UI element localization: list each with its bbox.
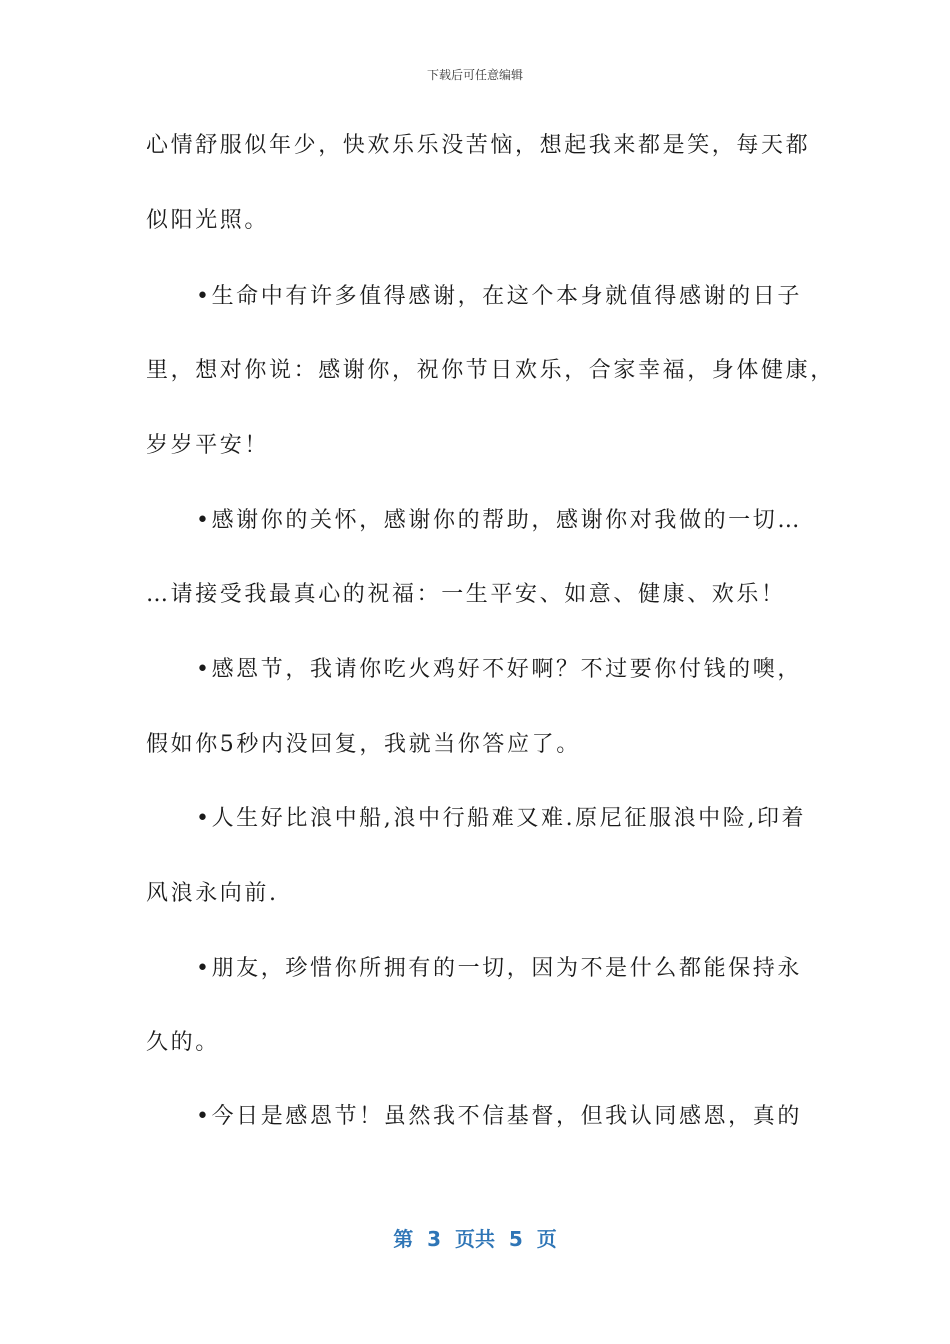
body-line: …请接受我最真心的祝福：一生平安、如意、健康、欢乐！	[146, 582, 786, 607]
body-line: 久的。	[146, 1030, 220, 1055]
bullet-paragraph-line: •感恩节，我请你吃火鸡好不好啊？不过要你付钱的噢，	[196, 657, 802, 682]
body-line: 心情舒服似年少，快欢乐乐没苦恼，想起我来都是笑，每天都	[146, 133, 811, 158]
body-line: 似阳光照。	[146, 208, 270, 233]
bullet-paragraph-line: •感谢你的关怀，感谢你的帮助，感谢你对我做的一切…	[196, 508, 802, 533]
bullet-paragraph-line: •生命中有许多值得感谢，在这个本身就值得感谢的日子	[196, 284, 802, 309]
body-line: 里，想对你说：感谢你，祝你节日欢乐，合家幸福，身体健康，	[146, 358, 835, 383]
page-number: 第 3 页共 5 页	[393, 1227, 557, 1251]
body-line: 岁岁平安！	[146, 433, 270, 458]
body-line: 假如你5秒内没回复，我就当你答应了。	[146, 732, 581, 757]
bullet-paragraph-line: •人生好比浪中船,浪中行船难又难.原尼征服浪中险,印着	[196, 806, 807, 831]
body-line: 风浪永向前.	[146, 881, 279, 906]
page-header-note: 下载后可任意编辑	[426, 68, 523, 82]
bullet-paragraph-line: •今日是感恩节！虽然我不信基督，但我认同感恩，真的	[196, 1104, 802, 1129]
bullet-paragraph-line: •朋友，珍惜你所拥有的一切，因为不是什么都能保持永	[196, 956, 802, 981]
